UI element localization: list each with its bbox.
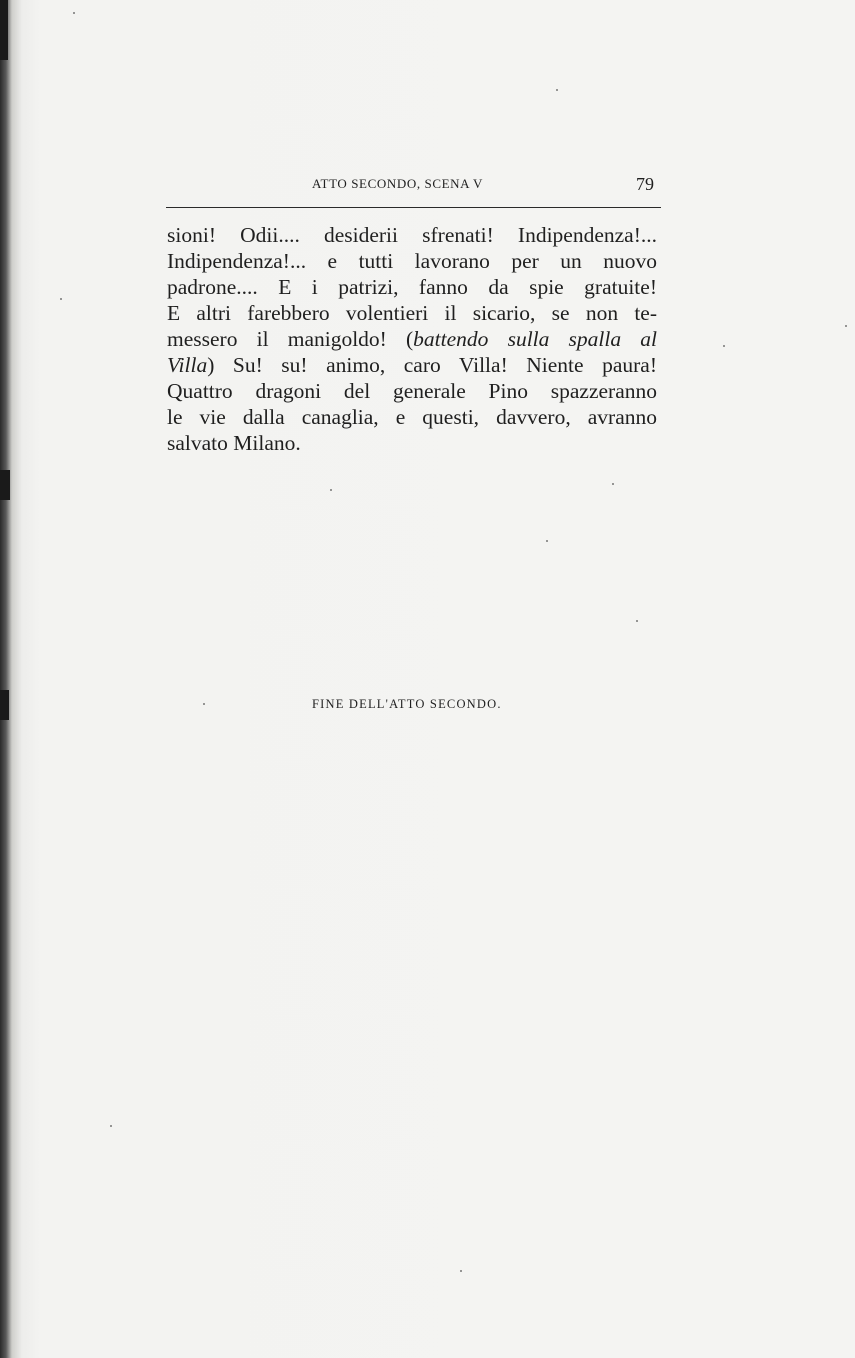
paper-speck	[723, 345, 725, 347]
paper-speck	[612, 483, 614, 485]
running-head	[166, 174, 656, 198]
text-line: le vie dalla canaglia, e questi, davvero, avranno	[167, 405, 657, 429]
paper-speck	[330, 489, 332, 491]
body-text	[167, 222, 657, 456]
text-line	[167, 352, 657, 378]
text-line: Quattro dragoni del generale Pino spazzeranno	[167, 379, 657, 403]
spine-shadow	[0, 690, 9, 720]
stage-direction: Villa	[167, 353, 208, 377]
paper-speck	[60, 298, 62, 300]
paper-speck	[73, 12, 75, 14]
text-line: E altri farebbero volentieri il sicario, se non te-	[167, 301, 657, 325]
page-number: 79	[636, 174, 654, 194]
paper-speck	[845, 325, 847, 327]
paper-speck	[546, 540, 548, 542]
paper-speck	[203, 703, 205, 705]
spine-shadow	[0, 470, 10, 500]
paper-speck	[556, 89, 558, 91]
text-line: sioni! Odii.... desiderii sfrenati! Indipendenza!...	[167, 223, 657, 247]
text-line	[167, 326, 657, 352]
stage-direction: battendo sulla spalla al	[413, 327, 657, 351]
paper-speck	[460, 1270, 462, 1272]
text-span: messero il manigoldo! (	[167, 327, 414, 351]
text-line: salvato Milano.	[167, 431, 301, 455]
text-span: ) Su! su! animo, caro Villa! Niente paura!	[207, 353, 657, 377]
paper-speck	[636, 620, 638, 622]
end-of-act-note: FINE DELL'ATTO SECONDO.	[312, 697, 502, 711]
running-title: ATTO SECONDO, SCENA V	[312, 176, 484, 191]
text-line: padrone.... E i patrizi, fanno da spie gratuite!	[167, 275, 657, 299]
text-line: Indipendenza!... e tutti lavorano per un nuovo	[167, 249, 657, 273]
header-rule	[166, 207, 661, 208]
spine-shadow	[0, 0, 8, 60]
paper-speck	[110, 1125, 112, 1127]
